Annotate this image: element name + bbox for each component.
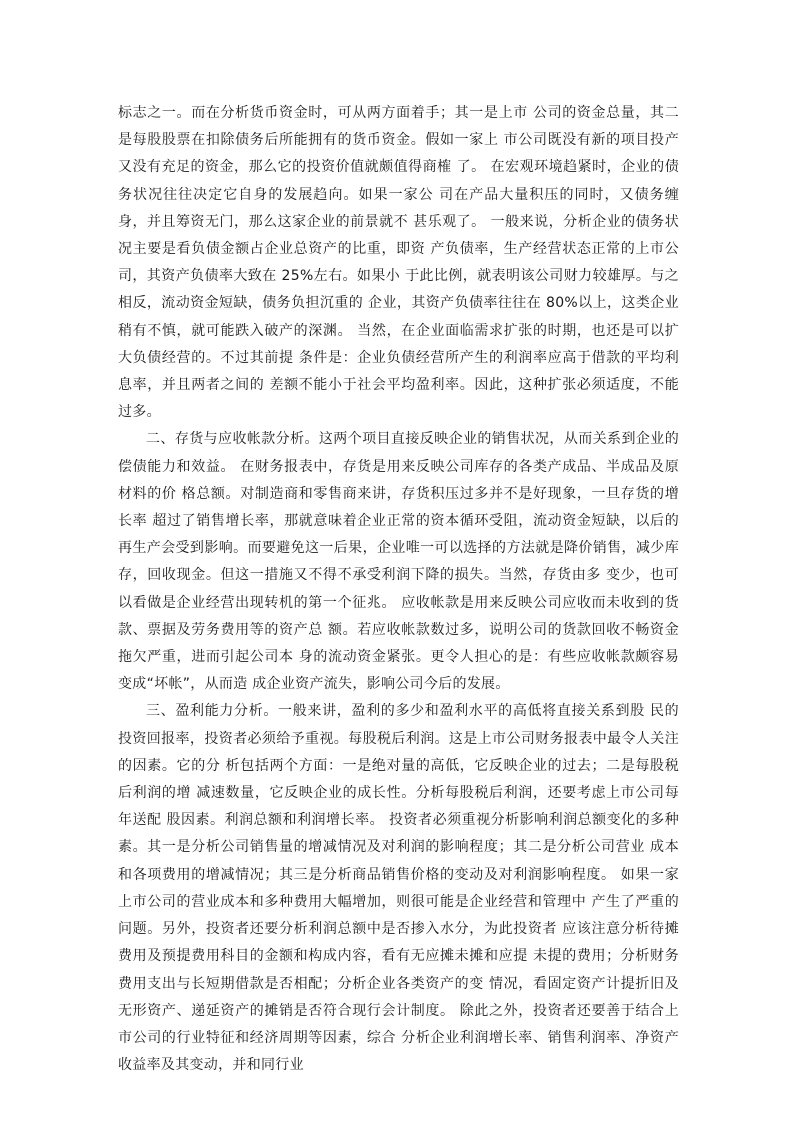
paragraph-profitability: 三、盈利能力分析。一般来讲，盈利的多少和盈利水平的高低将直接关系到股 民的投资回报率，投资者必须给予重视。每股税后利润。这是上市公司财务报表中最令人关注的因素。它的分 析包括两个方面：一是绝对量的高低，它反映企业的过去；二是每股税后利润的增 减速数量，它反映企业的成长性。分析每股税后利润，还要考虑上市公司每年送配 股因素。利润总额和利润增长率。 投资者必须重视分析影响利润总额变化的多种 素。其一是分析公司销售量的增减情况及对利润的影响程度；其二是分析公司营业 成本和各项费用的增减情况；其三是分析商品销售价格的变动及对利润影响程度。 如果一家上市公司的营业成本和多种费用大幅增加，则很可能是企业经营和管理中 产生了严重的问题。另外，投资者还要分析利润总额中是否掺入水分，为此投资者 应该注意分析待摊费用及预提费用科目的金额和构成内容，看有无应摊未摊和应提 未提的费用；分析财务费用支出与长短期借款是否相配；分析企业各类资产的变 情况，看固定资产计提折旧及无形资产、递延资产的摊销是否符合现行会计制度。 除此之外，投资者还要善于结合上市公司的行业特征和经济周期等因素，综合 分析企业利润增长率、销售利润率、净资产收益率及其变动，并和同行业 bbox=[118, 703, 679, 1074]
paragraph-debt-analysis: 标志之一。而在分析货币资金时，可从两方面着手；其一是上市 公司的资金总量，其二是每股股票在扣除债务后所能拥有的货币资金。假如一家上 市公司既没有新的项目投产又没有充足的资金，那么它的投资价值就颇值得商榷 了。 在宏观环境趋紧时，企业的债务状况往往决定它自身的发展趋向。如果一家公 司在产品大量积压的同时，又债务缠身，并且筹资无门，那么这家企业的前景就不 甚乐观了。 一般来说，分析企业的债务状况主要是看负债金额占企业总资产的比重，即资 产负债率，生产经营状态正常的上市公司，其资产负债率大致在 25%左右。如果小 于此比例，就表明该公司财力较雄厚。与之相反，流动资金短缺，债务负担沉重的 企业，其资产负债率往往在 80%以上，这类企业稍有不慎，就可能跌入破产的深渊。 当然，在企业面临需求扩张的时期，也还是可以扩大负债经营的。不过其前提 条件是：企业负债经营所产生的利润率应高于借款的平均利息率，并且两者之间的 差额不能小于社会平均盈利率。因此，这种扩张必须适度，不能过多。 bbox=[118, 105, 679, 421]
paragraph-inventory-receivables: 二、存货与应收帐款分析。这两个项目直接反映企业的销售状况，从而关系到企业的偿债能力和效益。 在财务报表中，存货是用来反映公司库存的各类产成品、半成品及原材料的价 格总额。对制造商和零售商来讲，存货积压过多并不是好现象，一旦存货的增长率 超过了销售增长率，那就意味着企业正常的资本循环受阻，流动资金短缺，以后的 再生产会受到影响。而要避免这一后果，企业唯一可以选择的方法就是降价销售，减少库存，回收现金。但这一措施又不得不承受利润下降的损失。当然，存货由多 变少，也可以看做是企业经营出现转机的第一个征兆。 应收帐款是用来反映公司应收而未收到的货款、票据及劳务费用等的资产总 额。若应收帐款数过多，说明公司的货款回收不畅资金拖欠严重，进而引起公司本 身的流动资金紧张。更令人担心的是：有些应收帐款颇容易变成“坏帐”，从而造 成企业资产流失，影响公司今后的发展。 bbox=[118, 431, 679, 693]
document-page bbox=[118, 100, 679, 1079]
